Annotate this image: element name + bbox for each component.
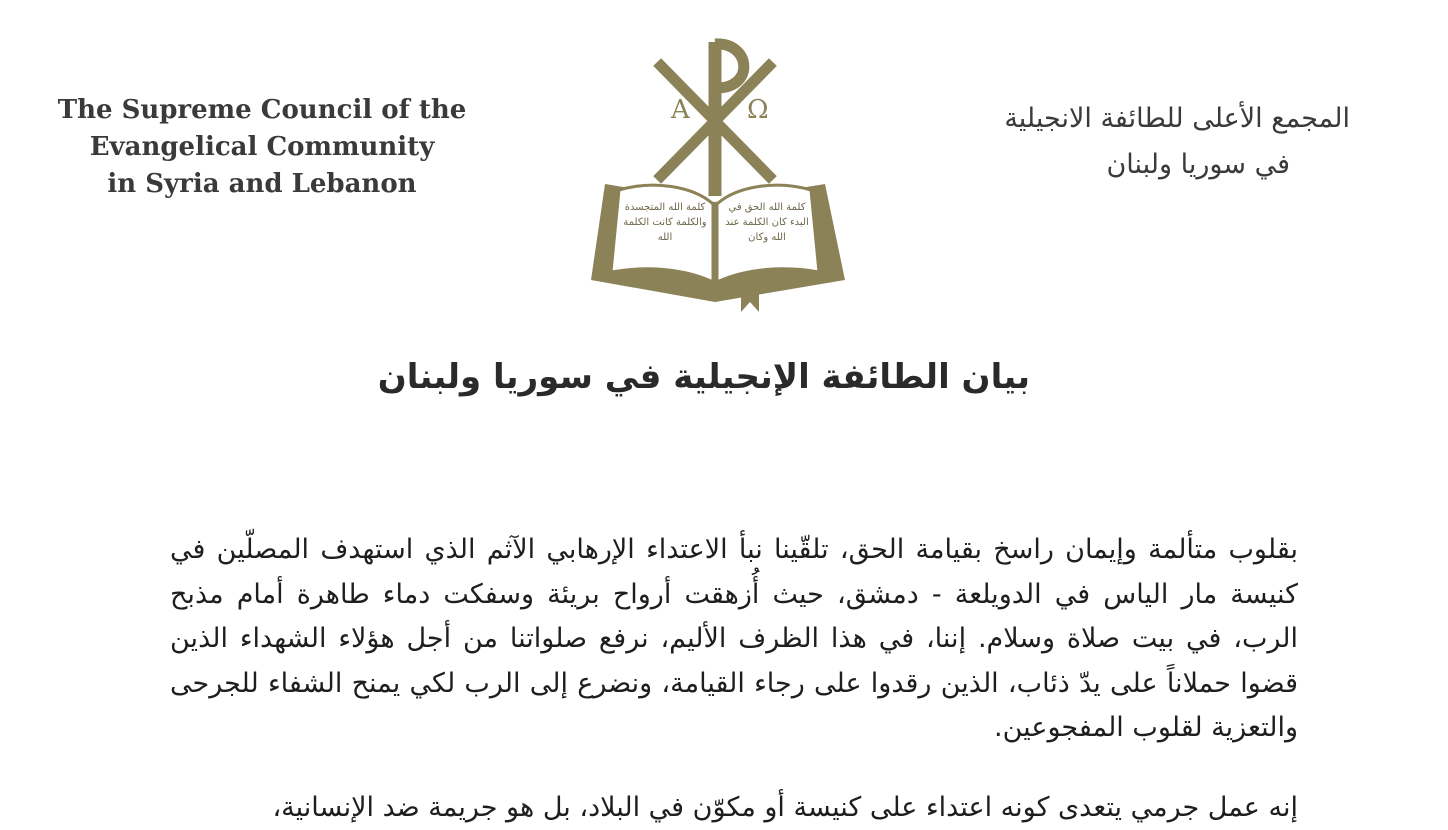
header-english-line-1: The Supreme Council of the [57, 95, 467, 125]
header-arabic-line-2: في سوريا ولبنان [1106, 149, 1290, 180]
emblem-left-page-text: كلمة الله المتجسدة والكلمة كانت الكلمة الله [623, 202, 707, 243]
chi-rho-bible-emblem-icon [583, 36, 853, 318]
header-english-line-2: Evangelical Community [89, 132, 435, 162]
emblem-right-page-text: كلمة الله الحق في البدء كان الكلمة عند الله وكان [725, 202, 809, 243]
statement-paragraph-1: بقلوب متألمة وإيمان راسخ بقيامة الحق، تلقّينا نبأ الاعتداء الإرهابي الآثم الذي استهدف المصلّين في كنيسة مار الياس في الدويلعة - دمشق، حيث أُزهقت أرواح بريئة وسفكت دماء طاهرة أمام مذبح الرب، في بيت صلاة وسلام. إننا، في هذا الظرف الأليم، نرفع صلواتنا من أجل هؤلاء الشهداء الذين قضوا حملاناً على يدّ ذئاب، الذين رقدوا على رجاء القيامة، ونضرع إلى الرب لكي يمنح الشفاء للجرحى والتعزية لقلوب المفجوعين. [170, 534, 1298, 743]
statement-paragraph-2: إنه عمل جرمي يتعدى كونه اعتداء على كنيسة أو مكوّن في البلاد، بل هو جريمة ضد الإنسانية، [272, 792, 1298, 823]
emblem-omega: Ω [747, 95, 769, 125]
statement-title: بيان الطائفة الإنجيلية في سوريا ولبنان [377, 357, 1030, 397]
header-arabic-line-1: المجمع الأعلى للطائفة الانجيلية [1004, 103, 1350, 134]
emblem-alpha: A [671, 95, 690, 125]
header-english-line-3: in Syria and Lebanon [107, 169, 417, 199]
header-english [52, 92, 472, 203]
header-arabic [960, 96, 1350, 188]
